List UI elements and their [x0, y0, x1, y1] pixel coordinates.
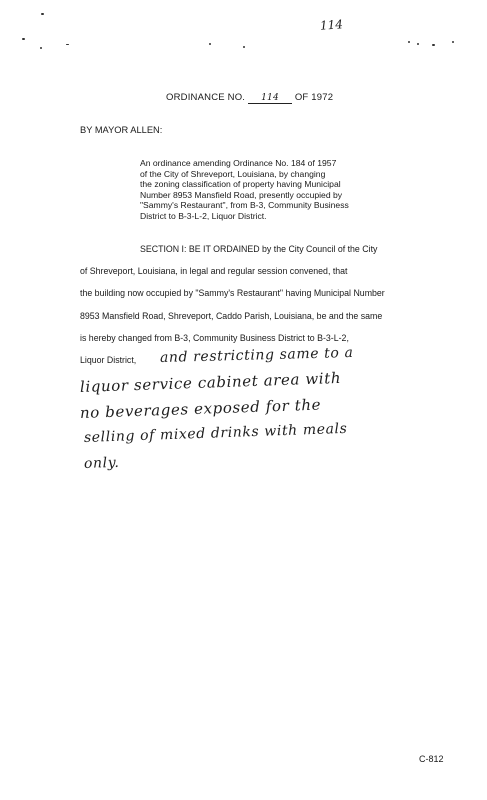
ordinance-number: 114 [248, 93, 292, 104]
body-line: is hereby changed from B-3, Community Business District to B-3-L-2, [80, 333, 349, 343]
scan-speck [209, 43, 211, 45]
document-code: C-812 [419, 754, 444, 764]
scan-speck [408, 41, 410, 43]
summary-line: Number 8953 Mansfield Road, presently occupied by [140, 189, 343, 200]
summary-line: District to B-3-L-2, Liquor District. [140, 210, 267, 221]
handwritten-amendment-line: no beverages exposed for the [79, 395, 322, 422]
scan-speck [66, 44, 69, 45]
scan-speck [40, 47, 42, 49]
handwritten-page-number: 114 [319, 17, 344, 33]
scan-speck [417, 43, 419, 45]
scan-speck [243, 46, 245, 48]
body-line: Liquor District, [80, 355, 137, 365]
body-line: of Shreveport, Louisiana, in legal and regular session convened, that [80, 266, 348, 276]
summary-line: of the City of Shreveport, Louisiana, by changing [140, 168, 326, 179]
scan-speck [41, 13, 44, 15]
author-line: BY MAYOR ALLEN: [80, 125, 163, 135]
scan-speck [452, 41, 454, 43]
ordinance-title [166, 92, 333, 104]
summary-line: "Sammy's Restaurant", from B-3, Community Business [140, 200, 349, 211]
handwritten-amendment-line: and restricting same to a [159, 344, 354, 366]
scan-speck [22, 38, 25, 40]
handwritten-amendment-line: selling of mixed drinks with meals [83, 420, 348, 446]
summary-line: the zoning classification of property having Municipal [140, 179, 341, 190]
body-line: 8953 Mansfield Road, Shreveport, Caddo Parish, Louisiana, be and the same [80, 311, 383, 321]
title-prefix: ORDINANCE NO. [166, 92, 246, 103]
section-heading-line: SECTION I: BE IT ORDAINED by the City Council of the City [140, 244, 378, 254]
title-suffix: OF 1972 [294, 92, 334, 103]
handwritten-amendment-line: liquor service cabinet area with [79, 368, 342, 396]
handwritten-amendment-line: only. [83, 454, 120, 472]
body-line: the building now occupied by "Sammy's Restaurant" having Municipal Number [80, 288, 385, 298]
summary-line: An ordinance amending Ordinance No. 184 of 1957 [140, 158, 337, 168]
scan-speck [432, 44, 435, 46]
ordinance-summary [140, 158, 400, 222]
